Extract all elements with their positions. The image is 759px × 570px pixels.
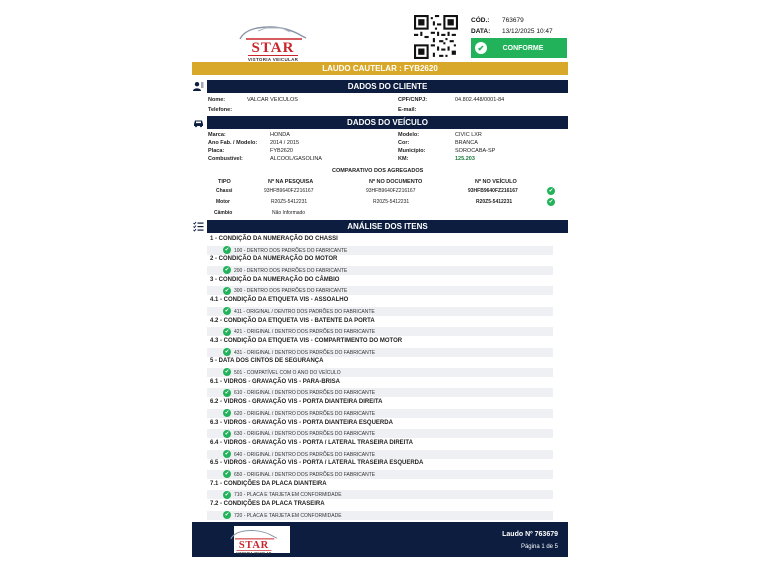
item-title: 4.2 - CONDIÇÃO DA ETIQUETA VIS - BATENTE DA PORTA	[210, 317, 375, 324]
check-icon: ✔	[224, 512, 230, 519]
status-badge	[471, 38, 567, 58]
item-title: 3 - CONDIÇÃO DA NUMERAÇÃO DO CÂMBIO	[210, 276, 340, 283]
check-icon: ✔	[224, 410, 230, 417]
item-title: 7.1 - CONDIÇÕES DA PLACA DIANTEIRA	[210, 480, 327, 487]
marca-label: Marca:	[208, 132, 226, 138]
item-detail: 431 - ORIGINAL / DENTRO DOS PADRÕES DO FABRICANTE	[234, 349, 376, 356]
item-detail: 300 - DENTRO DOS PADRÕES DO FABRICANTE	[234, 288, 348, 295]
row-documento: 93HFB9640FZ216167	[366, 188, 416, 194]
item-detail: 650 - ORIGINAL / DENTRO DOS PADRÕES DO FABRICANTE	[234, 471, 376, 478]
cod-row	[471, 17, 524, 24]
logo-subtitle: VISTORIA VEICULAR	[247, 57, 299, 62]
col-pesquisa: Nº NA PESQUISA	[268, 179, 314, 185]
check-icon: ✔	[224, 247, 230, 253]
check-icon: ✔	[224, 369, 230, 376]
section-title: DADOS DO VEÍCULO	[207, 116, 568, 129]
check-icon: ✔	[475, 42, 487, 54]
email-label: E-mail:	[398, 107, 417, 113]
item-detail: 100 - DENTRO DOS PADRÕES DO FABRICANTE	[234, 247, 348, 254]
km-value: 125.203	[455, 156, 475, 162]
col-tipo: TIPO	[218, 179, 231, 185]
car-icon	[192, 116, 205, 129]
ano-label: Ano Fab. / Modelo:	[208, 140, 258, 146]
cod-value: 763679	[502, 17, 524, 24]
item-title: 6.2 - VIDROS - GRAVAÇÃO VIS - PORTA DIANTEIRA DIREITA	[210, 399, 383, 406]
status-label: CONFORME	[502, 44, 544, 52]
cpf-value: 04.802.448/0001-84	[455, 97, 505, 103]
check-icon: ✔	[224, 328, 230, 335]
laudo-page	[192, 0, 568, 570]
car-logo-icon	[236, 22, 310, 42]
cor-label: Cor:	[398, 140, 410, 146]
item-detail: 710 - PLACA E TARJETA EM CONFORMIDADE	[234, 492, 342, 499]
logo-subtitle: VISTORIA VEICULAR	[236, 551, 272, 555]
marca-value: HONDA	[270, 132, 290, 138]
nome-value: VALCAR VEICULOS	[247, 97, 298, 103]
data-row	[471, 28, 553, 35]
check-icon: ✔	[224, 287, 230, 294]
check-icon: ✔	[224, 471, 230, 478]
row-tipo: Motor	[216, 199, 230, 205]
star-logo-small	[235, 527, 273, 555]
row-tipo: Chassi	[216, 188, 233, 194]
nome-label: Nome:	[208, 97, 226, 103]
section-cliente	[192, 80, 568, 93]
combustivel-value: ALCOOL/GASOLINA	[270, 156, 322, 162]
col-veiculo: Nº NO VEÍCULO	[475, 179, 517, 185]
item-title: 6.5 - VIDROS - GRAVAÇÃO VIS - PORTA / LATERAL TRASEIRA ESQUERDA	[210, 460, 424, 467]
item-title: 2 - CONDIÇÃO DA NUMERAÇÃO DO MOTOR	[210, 256, 338, 263]
municipio-label: Município:	[398, 148, 426, 154]
item-detail: 720 - PLACA E TARJETA EM CONFORMIDADE	[234, 512, 342, 519]
check-icon: ✔	[548, 199, 554, 205]
check-icon: ✔	[224, 267, 230, 274]
check-icon: ✔	[224, 349, 230, 355]
check-icon: ✔	[224, 308, 230, 315]
cpf-label: CPF/CNPJ:	[398, 97, 428, 103]
item-title: 6.4 - VIDROS - GRAVAÇÃO VIS - PORTA / LATERAL TRASEIRA DIREITA	[210, 440, 413, 446]
section-analise	[192, 220, 568, 233]
star-logo	[236, 22, 310, 62]
item-title: 6.1 - VIDROS - GRAVAÇÃO VIS - PARA-BRISA	[210, 378, 341, 385]
placa-value: FYB2620	[270, 148, 293, 154]
item-title: 4.3 - CONDIÇÃO DA ETIQUETA VIS - COMPARTIMENTO DO MOTOR	[210, 338, 403, 344]
item-title: 7.2 - CONDIÇÕES DA PLACA TRASEIRA	[210, 501, 325, 508]
placa-label: Placa:	[208, 148, 225, 154]
laudo-title: LAUDO CAUTELAR : FYB2620	[192, 62, 568, 75]
check-icon: ✔	[224, 430, 230, 437]
modelo-label: Modelo:	[398, 132, 420, 138]
section-veiculo	[192, 116, 568, 129]
row-documento: R20Z5-5412231	[373, 199, 410, 205]
data-value: 13/12/2025 10:47	[502, 28, 553, 35]
footer	[192, 522, 568, 557]
row-veiculo: 93HFB9640FZ216167	[468, 188, 518, 194]
footer-laudo-number: Laudo Nº 763679	[502, 531, 558, 538]
section-title: DADOS DO CLIENTE	[207, 80, 568, 93]
modelo-value: CIVIC LXR	[455, 132, 482, 138]
item-title: 1 - CONDIÇÃO DA NUMERAÇÃO DO CHASSI	[210, 236, 338, 242]
checklist-icon	[192, 220, 205, 233]
combustivel-label: Combustível:	[208, 156, 243, 162]
row-veiculo: R20Z5-5412231	[476, 199, 513, 205]
check-icon: ✔	[548, 188, 554, 194]
item-detail: 620 - ORIGINAL / DENTRO DOS PADRÕES DO FABRICANTE	[234, 410, 376, 417]
item-title: 5 - DATA DOS CINTOS DE SEGURANÇA	[210, 358, 324, 365]
row-tipo: Câmbio	[214, 210, 233, 216]
item-detail: 610 - ORIGINAL / DENTRO DOS PADRÕES DO FABRICANTE	[234, 390, 376, 397]
comparativo-title: COMPARATIVO DOS AGREGADOS	[332, 168, 424, 174]
item-detail: 411 - ORIGINAL / DENTRO DOS PADRÕES DO FABRICANTE	[234, 308, 375, 315]
user-icon	[192, 80, 205, 93]
row-pesquisa: 93HFB9640FZ216167	[264, 188, 314, 194]
cor-value: BRANCA	[455, 140, 478, 146]
telefone-label: Telefone:	[208, 107, 233, 113]
item-title: 6.3 - VIDROS - GRAVAÇÃO VIS - PORTA DIANTEIRA ESQUERDA	[210, 419, 393, 426]
row-pesquisa: Não Informado	[272, 210, 306, 216]
item-detail: 640 - ORIGINAL / DENTRO DOS PADRÕES DO FABRICANTE	[234, 451, 376, 458]
check-icon: ✔	[224, 389, 230, 396]
logo-brand: STAR	[238, 539, 269, 551]
check-icon: ✔	[224, 451, 230, 457]
row-pesquisa: R20Z5-5412231	[271, 199, 308, 205]
ano-value: 2014 / 2015	[270, 140, 300, 146]
logo-brand: STAR	[251, 40, 295, 56]
item-title: 4.1 - CONDIÇÃO DA ETIQUETA VIS - ASSOALHO	[210, 297, 349, 304]
municipio-value: SOROCABA-SP	[455, 148, 496, 154]
data-label: DATA:	[471, 28, 491, 35]
item-detail: 501 - COMPATÍVEL COM O ANO DO VEÍCULO	[234, 369, 341, 376]
km-label: KM:	[398, 156, 409, 162]
cod-label: CÓD.:	[471, 17, 490, 24]
check-icon: ✔	[224, 491, 230, 498]
qr-code-icon	[414, 15, 458, 59]
footer-logo	[234, 526, 290, 553]
footer-page-number: Página 1 de 5	[520, 544, 558, 550]
section-title: ANÁLISE DOS ITENS	[207, 220, 568, 233]
item-detail: 200 - DENTRO DOS PADRÕES DO FABRICANTE	[234, 267, 348, 274]
item-detail: 630 - ORIGINAL / DENTRO DOS PADRÕES DO FABRICANTE	[234, 431, 376, 438]
item-detail: 421 - ORIGINAL / DENTRO DOS PADRÕES DO FABRICANTE	[234, 329, 376, 336]
col-documento: Nº NO DOCUMENTO	[369, 179, 423, 185]
